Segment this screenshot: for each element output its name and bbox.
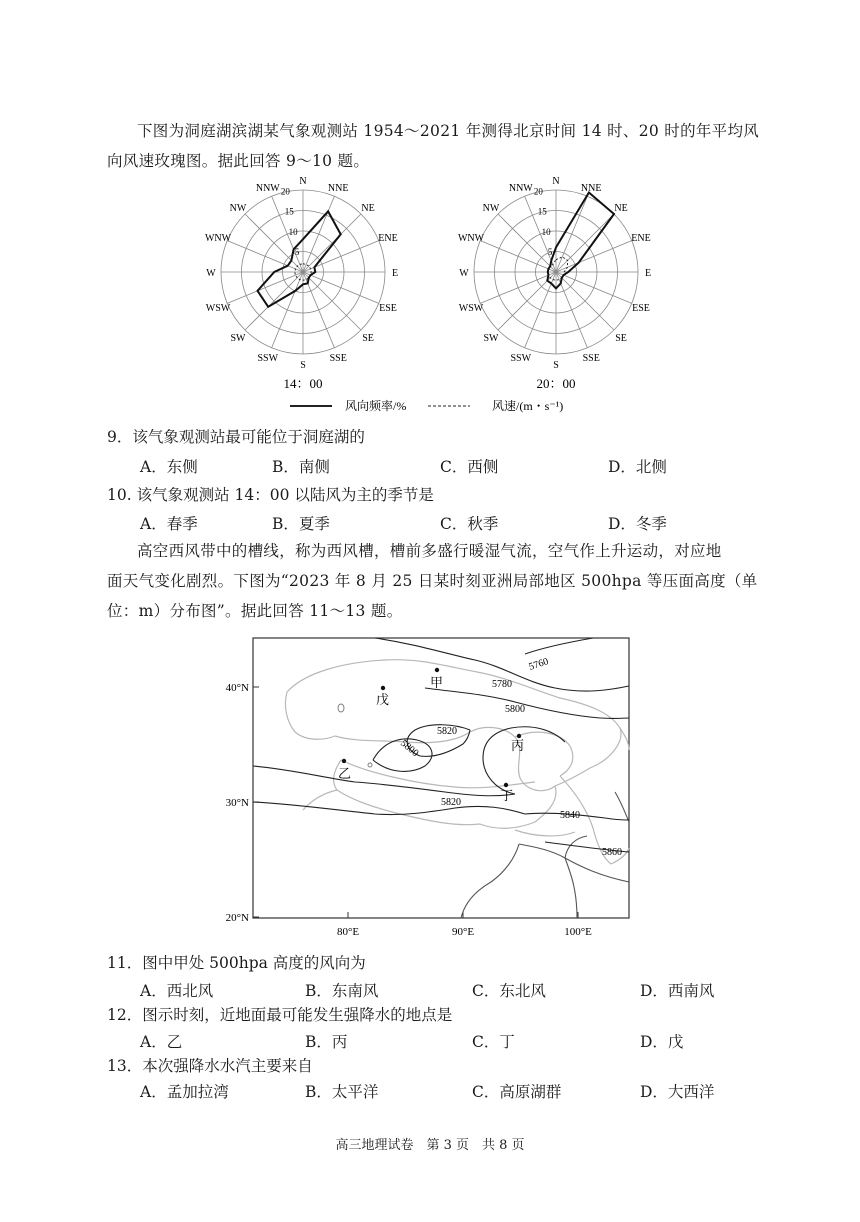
- rose14-dir-label-sse: SSE: [329, 352, 347, 364]
- rose14-spoke-se: [303, 272, 361, 330]
- contour-label-5800b: 5800: [398, 737, 421, 760]
- label-ding: 丁: [500, 788, 514, 803]
- point-yi: [342, 759, 346, 763]
- q11-stem: 11．图中甲处 500hpa 高度的风向为: [107, 954, 366, 972]
- q13-option-b: B．太平洋: [305, 1083, 379, 1101]
- point-ding: [504, 783, 508, 787]
- q10-option-b: B．夏季: [272, 515, 330, 533]
- rose14-dir-label-sw: SW: [230, 333, 246, 345]
- label-wu: 戊: [376, 692, 390, 707]
- q11-option-d: D．西南风: [640, 982, 715, 1000]
- q12-stem: 12．图示时刻，近地面最可能发生强降水的地点是: [107, 1006, 453, 1024]
- rose20-dir-label-nne: NNE: [580, 183, 602, 195]
- contour-map: [215, 632, 645, 944]
- lat-label-30n: 30°N: [225, 797, 249, 809]
- rose20-dir-label-wsw: WSW: [458, 303, 484, 315]
- intro1-line2: 向风速玫瑰图。据此回答 9～10 题。: [107, 152, 370, 170]
- rose20-dir-label-ssw: SSW: [510, 352, 532, 364]
- windrose-2000: [458, 176, 651, 371]
- contour-label-5760: 5760: [527, 656, 550, 673]
- legend-speed: 风速/(m・s⁻¹): [492, 399, 564, 413]
- q10-option-c: C．秋季: [440, 515, 499, 533]
- point-jia: [435, 668, 439, 672]
- rose20-spoke-se: [556, 272, 614, 330]
- rose20-dir-label-sse: SSE: [582, 352, 600, 364]
- rose14-dir-label-ese: ESE: [379, 303, 397, 315]
- rose14-dir-label-ssw: SSW: [257, 352, 279, 364]
- lon-label-90e: 90°E: [451, 926, 475, 938]
- q12-option-a: A．乙: [140, 1033, 183, 1051]
- rose14-dir-label-ne: NE: [361, 202, 375, 214]
- intro2-line3: 位：m）分布图”。据此回答 11～13 题。: [107, 602, 403, 620]
- q10-option-a: A．春季: [140, 515, 198, 533]
- rose20-dir-label-w: W: [459, 268, 469, 279]
- rose20-dir-label-se: SE: [615, 333, 627, 345]
- q13-option-a: A．孟加拉湾: [140, 1083, 229, 1101]
- lat-label-20n: 20°N: [225, 912, 249, 924]
- rose20-ring-label-15: 15: [537, 206, 547, 217]
- page-footer: 高三地理试卷 第 3 页 共 8 页: [335, 1138, 525, 1153]
- contour-label-5840: 5840: [560, 810, 580, 821]
- rose20-dir-label-ne: NE: [614, 202, 628, 214]
- rose20-dir-label-n: N: [552, 176, 560, 187]
- q9-option-a: A．东侧: [140, 458, 198, 476]
- caption-2000: 20：00: [536, 376, 576, 391]
- intro2-line2: 面天气变化剧烈。下图为“2023 年 8 月 25 日某时刻亚洲局部地区 500hpa 等压面高度（单: [107, 572, 758, 590]
- rose20-ring-label-20: 20: [533, 186, 543, 197]
- q9-stem: 9．该气象观测站最可能位于洞庭湖的: [107, 428, 365, 446]
- q13-option-d: D．大西洋: [640, 1083, 715, 1101]
- q13-stem: 13．本次强降水水汽主要来自: [107, 1057, 313, 1075]
- rose20-ring-label-10: 10: [541, 226, 551, 237]
- rose20-dir-label-ene: ENE: [631, 232, 651, 244]
- contour-label-5780: 5780: [492, 679, 512, 690]
- rose14-dir-label-wnw: WNW: [204, 232, 232, 244]
- rose20-ring-label-5: 5: [547, 246, 553, 257]
- lat-label-40n: 40°N: [225, 682, 249, 694]
- windrose-figure: [190, 172, 670, 420]
- rose20-dir-label-nw: NW: [482, 202, 500, 214]
- rose14-dir-label-nnw: NNW: [255, 183, 280, 195]
- rose14-spoke-ne: [303, 214, 361, 272]
- lon-label-100e: 100°E: [564, 926, 592, 938]
- rose14-ring-label-15: 15: [284, 206, 294, 217]
- rose20-dir-label-e: E: [644, 268, 652, 279]
- rose14-dir-label-e: E: [391, 268, 399, 279]
- rose14-ring-label-20: 20: [280, 186, 290, 197]
- rose14-spoke-nw: [245, 214, 303, 272]
- rose14-dir-label-wsw: WSW: [205, 303, 231, 315]
- rose14-dir-label-w: W: [206, 268, 216, 279]
- rose14-ring-label-10: 10: [288, 226, 298, 237]
- contour-label-5820b: 5820: [441, 797, 461, 808]
- rose20-spoke-nw: [498, 214, 556, 272]
- windrose-1400: [205, 176, 398, 371]
- caption-1400: 14：00: [283, 376, 323, 391]
- rose20-spoke-ne: [556, 214, 614, 272]
- rose20-dir-label-ese: ESE: [632, 303, 650, 315]
- q11-option-c: C．东北风: [472, 982, 546, 1000]
- q11-option-b: B．东南风: [305, 982, 379, 1000]
- rose14-dir-label-nne: NNE: [327, 183, 349, 195]
- rose20-freq-series: [547, 193, 614, 289]
- legend-freq: 风向频率/%: [345, 399, 407, 413]
- intro1-line1: 下图为洞庭湖滨湖某气象观测站 1954～2021 年测得北京时间 14 时、20 时的年平均风: [137, 122, 760, 140]
- rose14-dir-label-se: SE: [362, 333, 374, 345]
- q12-option-b: B．丙: [305, 1033, 348, 1051]
- rose14-dir-label-ene: ENE: [378, 232, 398, 244]
- label-bing: 丙: [511, 738, 525, 753]
- rose20-dir-label-sw: SW: [483, 333, 499, 345]
- intro2-line1: 高空西风带中的槽线，称为西风槽，槽前多盛行暖湿气流，空气作上升运动，对应地: [137, 542, 722, 560]
- q11-option-a: A．西北风: [140, 982, 214, 1000]
- rose14-dir-label-n: N: [299, 176, 307, 187]
- contour-label-5800a: 5800: [505, 704, 525, 715]
- q9-option-d: D．北侧: [608, 458, 667, 476]
- q9-option-b: B．南侧: [272, 458, 330, 476]
- rose20-dir-label-wnw: WNW: [457, 232, 485, 244]
- q12-option-d: D．戊: [640, 1033, 684, 1051]
- label-yi: 乙: [338, 766, 352, 781]
- q12-option-c: C．丁: [472, 1033, 515, 1051]
- rose20-dir-label-nnw: NNW: [508, 183, 533, 195]
- q10-option-d: D．冬季: [608, 515, 667, 533]
- q9-option-c: C．西侧: [440, 458, 499, 476]
- rose14-spoke-sw: [245, 272, 303, 330]
- contour-label-5860: 5860: [602, 847, 622, 858]
- lon-label-80e: 80°E: [336, 926, 360, 938]
- q13-option-c: C．高原湖群: [472, 1083, 562, 1101]
- rose20-dir-label-s: S: [553, 360, 559, 371]
- rose14-dir-label-s: S: [300, 360, 306, 371]
- label-jia: 甲: [430, 675, 444, 690]
- contour-label-5820a: 5820: [437, 726, 457, 737]
- rose14-dir-label-nw: NW: [229, 202, 247, 214]
- rose14-ring-label-5: 5: [294, 246, 300, 257]
- q10-stem: 10. 该气象观测站 14：00 以陆风为主的季节是: [107, 486, 434, 504]
- point-wu: [381, 686, 385, 690]
